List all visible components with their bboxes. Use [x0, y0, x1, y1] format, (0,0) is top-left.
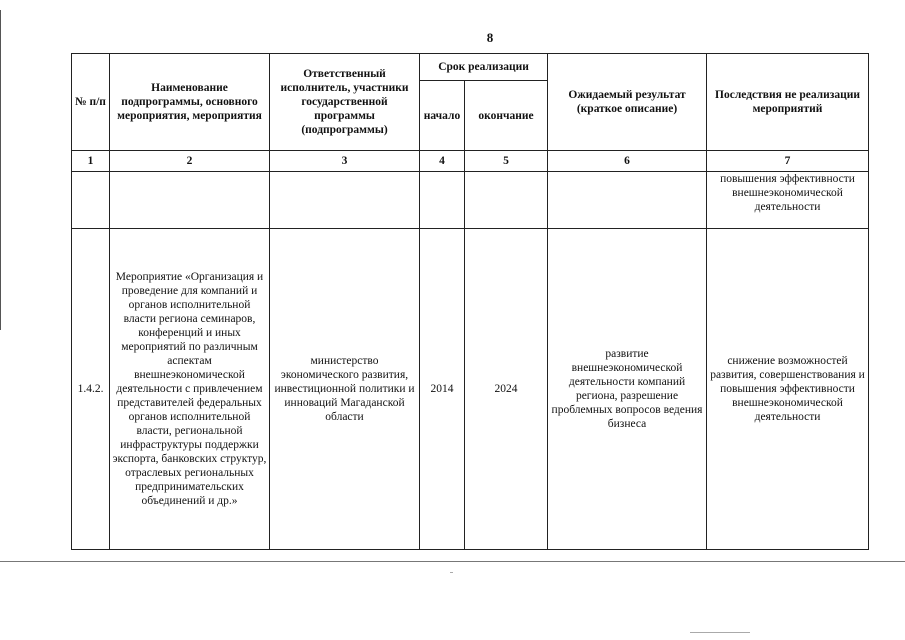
- header-period: Срок реализации: [420, 54, 548, 81]
- program-activities-table: [71, 53, 869, 550]
- scan-speck: [690, 632, 750, 633]
- cell-consequences: повышения эффективности внешнеэкономической деятельности: [707, 172, 869, 229]
- header-start: начало: [420, 81, 465, 151]
- column-number: 4: [420, 151, 465, 172]
- column-number: 2: [110, 151, 270, 172]
- page-number: 8: [486, 30, 494, 45]
- table-header-row: [72, 54, 869, 81]
- cell-end: 2024: [465, 229, 548, 550]
- cell-num: 1.4.2.: [72, 229, 110, 550]
- page-left-rule: [0, 10, 1, 330]
- header-consequences: Последствия не реализации мероприятий: [707, 54, 869, 151]
- header-executor: Ответственный исполнитель, участники государственной программы (подпрограммы): [270, 54, 420, 151]
- header-end: окончание: [465, 81, 548, 151]
- cell-start: 2014: [420, 229, 465, 550]
- cell-result: [548, 172, 707, 229]
- cell-executor: [270, 172, 420, 229]
- table-row: [72, 172, 869, 229]
- cell-end: [465, 172, 548, 229]
- header-result: Ожидаемый результат (краткое описание): [548, 54, 707, 151]
- column-number: 6: [548, 151, 707, 172]
- column-number: 1: [72, 151, 110, 172]
- cell-name: Мероприятие «Организация и проведение для компаний и органов исполнительной власти региона семинаров, конференций и иных мероприятий по различным аспектам внешнеэкономической деятельности с привлечением представителей федеральных органов исполнительной власти, региональной инфраструктуры поддержки экспорта, банковских структур, отраслевых региональных предпринимательских объединений и др.»: [110, 229, 270, 550]
- cell-name: [110, 172, 270, 229]
- header-num: № п/п: [72, 54, 110, 151]
- cell-start: [420, 172, 465, 229]
- cell-num: [72, 172, 110, 229]
- cell-consequences: снижение возможностей развития, совершенствования и повышения эффективности внешнеэкономической деятельности: [707, 229, 869, 550]
- cell-executor: министерство экономического развития, инвестиционной политики и инноваций Магаданской области: [270, 229, 420, 550]
- cell-result: развитие внешнеэкономической деятельности компаний региона, разрешение проблемных вопросов ведения бизнеса: [548, 229, 707, 550]
- page-bottom-rule: [0, 561, 905, 562]
- scan-speck: [450, 572, 453, 573]
- column-number: 3: [270, 151, 420, 172]
- table-row: [72, 229, 869, 550]
- column-number: 7: [707, 151, 869, 172]
- column-number-row: [72, 151, 869, 172]
- header-name: Наименование подпрограммы, основного мероприятия, мероприятия: [110, 54, 270, 151]
- column-number: 5: [465, 151, 548, 172]
